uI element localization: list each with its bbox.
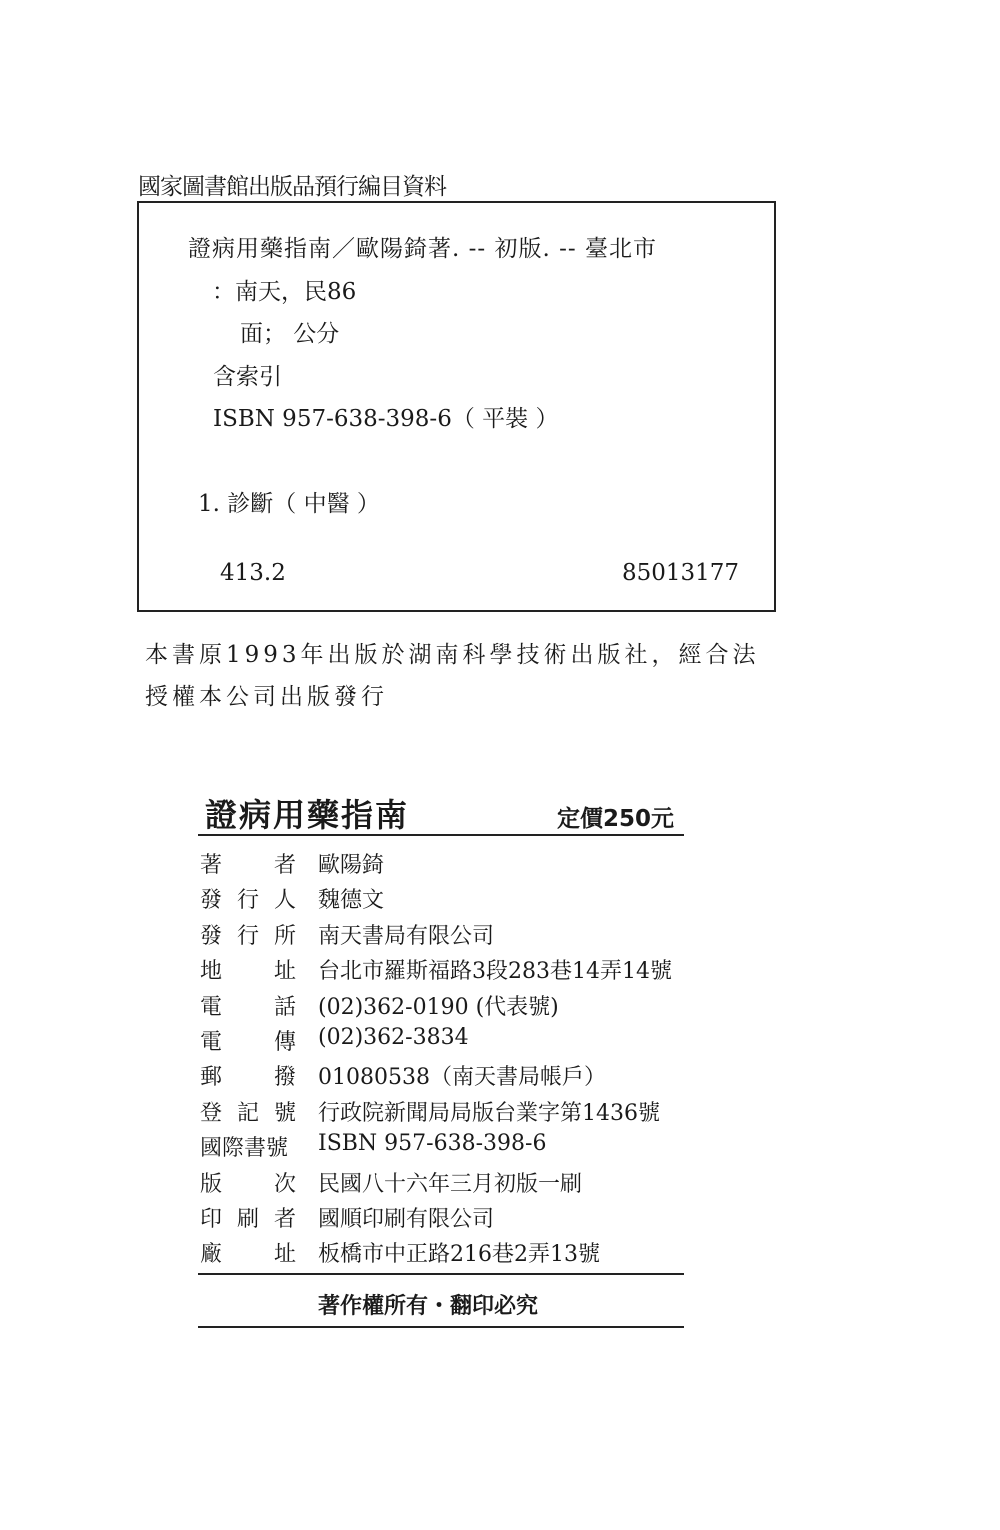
colophon-row-label <box>200 1096 296 1127</box>
label-char: 電 <box>200 994 223 1020</box>
colophon-row-label <box>200 954 296 985</box>
label-char: 址 <box>273 1242 296 1268</box>
colophon-row-label <box>200 1202 296 1233</box>
cip-heading: 國家圖書館出版品預行編目資料 <box>138 174 446 200</box>
colophon-row <box>200 1060 700 1096</box>
label-char: 所 <box>273 923 296 949</box>
colophon-row-value: 南天書局有限公司 <box>318 923 495 949</box>
label-char: 話 <box>273 994 296 1020</box>
license-note-line-2: 授權本公司出版發行 <box>145 684 388 710</box>
colophon-row-label <box>200 883 296 914</box>
colophon-row <box>200 954 700 990</box>
colophon-row-label <box>200 1060 296 1091</box>
colophon-title: 證病用藥指南 <box>205 796 410 834</box>
label-char: 者 <box>273 853 296 878</box>
colophon-row <box>200 919 700 955</box>
copyright-notice: 著作權所有・翻印必究 <box>318 1294 539 1319</box>
label-char: 者 <box>273 1207 296 1232</box>
label-char: 址 <box>273 959 296 985</box>
label-char: 著 <box>200 853 223 878</box>
colophon-price: 定價250元 <box>557 806 675 832</box>
label-char: 郵 <box>200 1065 223 1091</box>
colophon-row-value: 歐陽錡 <box>318 853 385 878</box>
colophon-row-value: 國順印刷有限公司 <box>318 1207 495 1232</box>
colophon-row-label <box>200 1167 296 1198</box>
colophon-row-value: 板橋市中正路216巷2弄13號 <box>318 1242 600 1268</box>
label-char: 行 <box>236 923 259 949</box>
colophon-row-value: 台北市羅斯福路3段283巷14弄14號 <box>318 959 672 985</box>
label-char: 印 <box>200 1207 223 1232</box>
label-char: 傳 <box>273 1030 296 1055</box>
cip-index-line: 含索引 <box>213 364 282 390</box>
colophon-row-label <box>200 1131 296 1162</box>
cip-pages-line: 面； 公分 <box>240 321 340 347</box>
label-char: 撥 <box>273 1065 296 1091</box>
cip-title-line: 證病用藥指南／歐陽錡著. -- 初版. -- 臺北市 <box>188 236 657 262</box>
label-char: 發 <box>200 888 223 914</box>
license-note-line-1: 本書原1993年出版於湖南科學技術出版社，經合法 <box>145 642 760 668</box>
label-char: 地 <box>200 959 223 985</box>
label-char: 次 <box>273 1171 296 1197</box>
colophon-row <box>200 1025 700 1061</box>
label-char: 登 <box>200 1100 223 1126</box>
label-char: 廠 <box>200 1242 223 1268</box>
colophon-row-label <box>200 919 296 950</box>
colophon-row-value: ISBN 957-638-398-6 <box>318 1131 547 1157</box>
colophon-bottom-rule <box>198 1326 684 1328</box>
colophon-row <box>200 1096 700 1132</box>
colophon-top-rule <box>198 834 684 836</box>
colophon-row-value: (02)362-0190 (代表號) <box>318 994 559 1020</box>
colophon-row <box>200 848 700 884</box>
cip-isbn-line: ISBN 957-638-398-6（ 平裝 ） <box>213 406 559 432</box>
colophon-row-label <box>200 990 296 1021</box>
colophon-row <box>200 1237 700 1273</box>
label-char: 發 <box>200 923 223 949</box>
label-char: 號 <box>273 1100 296 1126</box>
label-char: 刷 <box>236 1207 259 1232</box>
colophon-row-value: 行政院新聞局局版台業字第1436號 <box>318 1100 660 1126</box>
label-char: 版 <box>200 1171 223 1197</box>
colophon-row-label <box>200 1025 296 1056</box>
colophon-row-value: 民國八十六年三月初版一刷 <box>318 1171 583 1197</box>
cip-record-number: 85013177 <box>622 560 740 586</box>
colophon-row <box>200 1167 700 1203</box>
colophon-row-label <box>200 1237 296 1268</box>
colophon-mid-rule <box>198 1273 684 1275</box>
colophon-row-value: 魏德文 <box>318 888 385 914</box>
colophon-row <box>200 1202 700 1238</box>
label-char: 人 <box>273 888 296 914</box>
colophon-row-label <box>200 848 296 879</box>
label-char: 電 <box>200 1030 223 1055</box>
cip-subject-line: 1. 診斷（ 中醫 ） <box>198 491 380 517</box>
colophon-row <box>200 990 700 1026</box>
cip-class-number: 413.2 <box>220 560 286 586</box>
label-char: 記 <box>236 1100 259 1126</box>
label-char: 國際書號 <box>200 1136 289 1162</box>
colophon-row-value: (02)362-3834 <box>318 1025 469 1050</box>
colophon-row <box>200 1131 700 1167</box>
label-char: 行 <box>236 888 259 914</box>
cip-publisher-line: ：南天，民86 <box>212 279 357 305</box>
colophon-row <box>200 883 700 919</box>
colophon-row-value: 01080538（南天書局帳戶） <box>318 1065 606 1091</box>
